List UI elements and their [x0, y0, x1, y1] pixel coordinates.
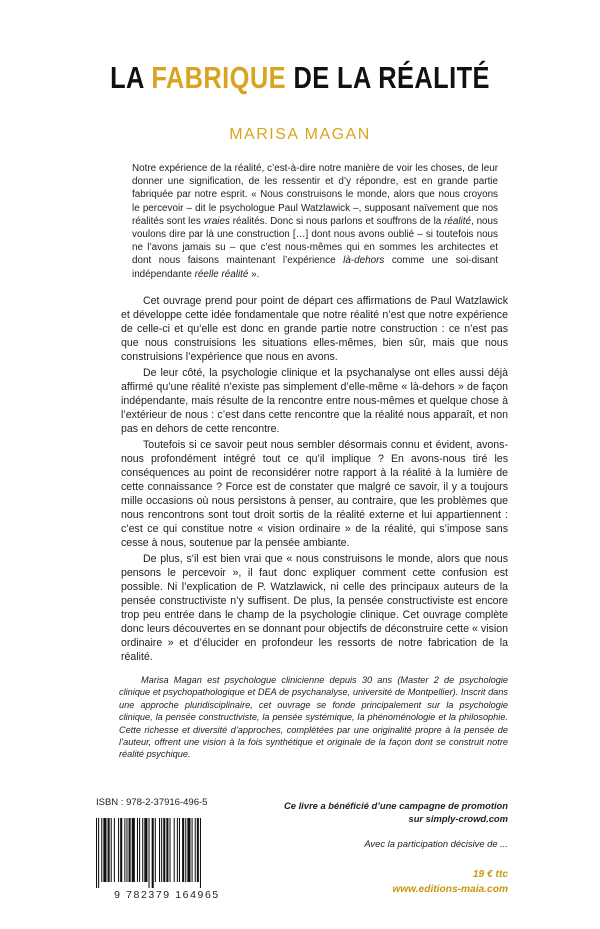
intro-text-5: ».: [248, 268, 260, 280]
price: 19 € ttc: [472, 869, 508, 880]
barcode-bars: [92, 818, 242, 888]
isbn: ISBN : 978-2-37916-496-5: [96, 797, 208, 808]
intro-quote-paragraph: [132, 162, 498, 281]
body-paragraph-4: De plus, s’il est bien vrai que « nous construisons le monde, alors que nous pensons le percevoir », il faut donc expliquer comment cette confusion est possible. Ni l’explication de P. Watzlawick, ni celle des principaux auteurs de la pensée constructiviste n’y suffisent. De plus, la pensée constructiviste est encore trop peu entrée dans le champ de la psychologie clinique. Cet ouvrage complète donc leurs découvertes en se donnant pour objectifs de déconstruire cette « vision ordinaire » et d’élucider en profondeur les ressorts de notre fabrication de la réalité.: [121, 553, 508, 663]
author-bio: Marisa Magan est psychologue clinicienne depuis 30 ans (Master 2 de psychologie clinique et psychopathologique et DEA de psychanalyse, université de Montpellier). Inscrit dans une approche pluridisciplinaire, cet ouvrage se fonde principalement sur la psychologie clinique, la pensée constructiviste, la pensée systémique, la phénoménologie et la philosophie. Cette richesse et diversité d’approches, complétées par une originalité propre à la pensée de l’auteur, offrent une vision à la fois synthétique et originale de la façon dont se construit notre réalité psychique.: [119, 675, 508, 760]
author-name: MARISA MAGAN: [229, 126, 371, 143]
promotion-line-2: sur simply-crowd.com: [408, 813, 508, 824]
intro-emphasis-1: vraies: [203, 215, 230, 227]
barcode-digits: 9 782379 164965: [114, 889, 220, 901]
intro-text-2: réalités. Donc si nous parlons et souffrons de la: [229, 215, 445, 227]
promotion-notice: [258, 799, 508, 825]
title-accent-word: FABRIQUE: [151, 60, 286, 95]
publisher-website: www.editions-maia.com: [392, 884, 508, 895]
main-description: [121, 294, 508, 666]
title-part-2: DE LA RÉALITÉ: [285, 60, 490, 95]
title-part-1: LA: [110, 60, 152, 95]
intro-text-4: comme une soi-disant indépendante: [132, 255, 498, 280]
intro-emphasis-3: là-dehors: [343, 255, 385, 267]
intro-text-3: , nous voulons dire par là une construction […] dont nous avons oublié – si toutefois nous ne l’avons jamais su – que c’est nous-mêmes qui en sommes les architectes et dont nous faisons maintenant l’expérience: [132, 215, 498, 267]
intro-emphasis-2: réalité: [444, 215, 471, 227]
body-paragraph-2: De leur côté, la psychologie clinique et la psychanalyse ont elles aussi déjà affirmé qu’une réalité n’existe pas simplement d’elle-même « là-dehors » de façon indépendante, mais résulte de la rencontre entre nous-mêmes et quelque chose à l’extérieur de nous : c’est dans cette rencontre que la réalité nous apparaît, et non pas en dehors de cette rencontre.: [121, 367, 508, 435]
body-paragraph-1: Cet ouvrage prend pour point de départ ces affirmations de Paul Watzlawick et développe cette idée fondamentale que notre réalité n’est que notre expérience de celle-ci et qu’elle est donc en grande partie notre construction : ce n’est pas que nous construisions les situations elles-mêmes, bien sûr, mais que nous construisions l’expérience que nous en avons.: [121, 295, 508, 363]
body-paragraph-3: Toutefois si ce savoir peut nous sembler désormais connu et évident, avons-nous profondément intégré tout ce qu’il implique ? En avons-nous tiré les conséquences au point de reconsidérer notre rapport à la réalité à la lumière de cette connaissance ? Force est de constater que malgré ce savoir, il y a toujours mille occasions où nous persistons à penser, au contraire, que les problèmes que nous rencontrons sont tout droit sortis de la réalité externe et lui appartiennent : c’est ce qui constitue notre « vision ordinaire » de la réalité, qui s’impose sans cesse à nous, soutenue par la pensée ambiante.: [121, 439, 508, 549]
promotion-line-1: Ce livre a bénéficié d’une campagne de promotion: [283, 800, 508, 811]
book-title: [54, 58, 546, 98]
intro-emphasis-4: réelle réalité: [194, 268, 249, 280]
participation-notice: Avec la participation décisive de ...: [364, 838, 508, 849]
intro-text-1: Notre expérience de la réalité, c’est-à-dire notre manière de voir les choses, de leur donner une signification, de les ressentir et d’y répondre, est en grande partie fabriquée par notre esprit. « Nous construisons le monde, alors que nous croyons le percevoir – dit le psychologue Paul Watzlawick –, supposant naïvement que nos réalités sont les: [132, 163, 498, 227]
